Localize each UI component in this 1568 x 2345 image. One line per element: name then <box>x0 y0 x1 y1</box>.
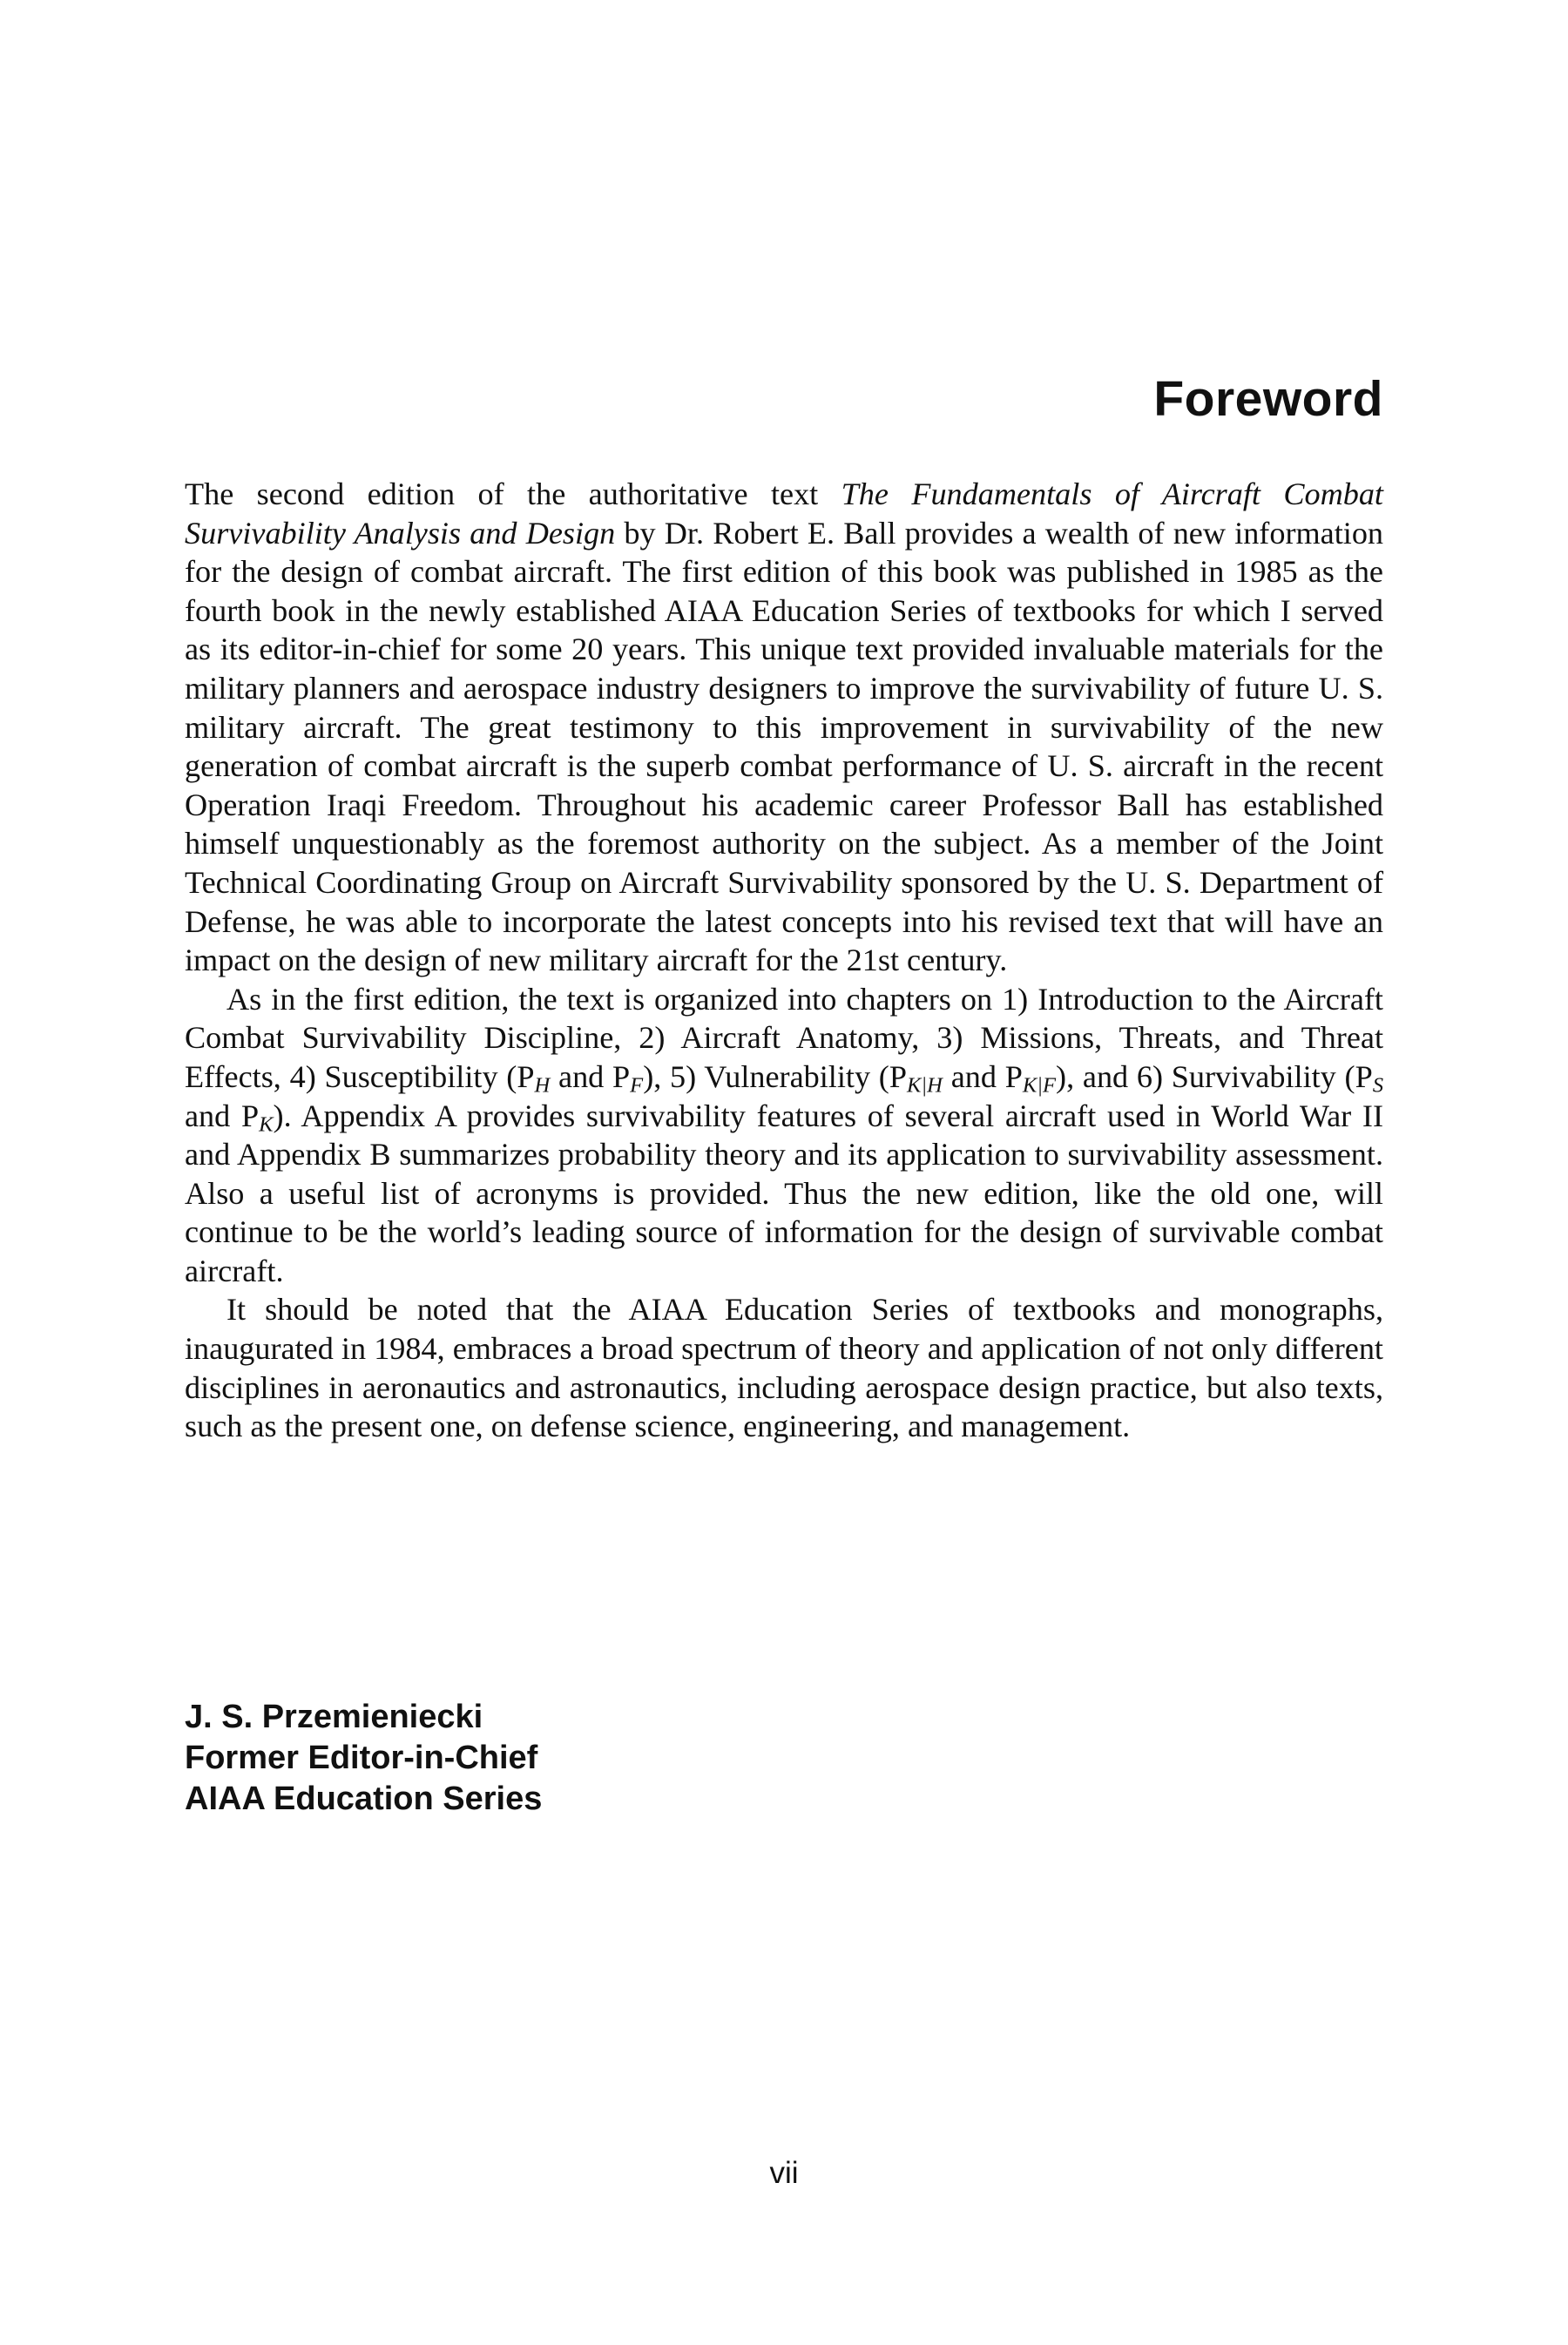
foreword-body <box>185 475 1383 1446</box>
subscript-k-given-h: K|H <box>906 1073 943 1098</box>
paragraph-2-text: ), 5) Vulnerability (P <box>643 1058 907 1094</box>
paragraph-3: It should be noted that the AIAA Education Series of textbooks and monographs, inaugurated in 1984, embraces a broad spectrum of theory and application of not only different disciplines in aeronautics and astronautics, including aerospace design practice, but also texts, such as the present one, on defense science, engineering, and management. <box>185 1292 1383 1444</box>
signature-name: J. S. Przemieniecki <box>185 1699 483 1735</box>
paragraph-2-text: ), and 6) Survivability (P <box>1056 1058 1373 1094</box>
subscript-k: K <box>259 1112 274 1136</box>
subscript-h: H <box>534 1073 551 1098</box>
signature-block <box>185 1697 542 1820</box>
paragraph-1-intro: The second edition of the authoritative text <box>185 476 841 511</box>
subscript-k-given-f: K|F <box>1022 1073 1057 1098</box>
paragraph-1 <box>185 475 1383 980</box>
signature-organization: AIAA Education Series <box>185 1781 543 1817</box>
page-title: Foreword <box>1153 371 1383 427</box>
paragraph-2-text: and P <box>185 1098 260 1133</box>
paragraph-2-text: and P <box>942 1058 1023 1094</box>
paragraph-2-text: and P <box>550 1058 631 1094</box>
page-number: vii <box>769 2156 799 2190</box>
book-title: The Fundamentals of Aircraft Combat Survivability Analysis and Design <box>185 476 1383 551</box>
subscript-f: F <box>630 1073 644 1098</box>
paragraph-1-rest: by Dr. Robert E. Ball provides a wealth of new information for the design of combat aircraft. The first edition of this book was published in 1985 as the fourth book in the newly established AIAA Education Series of textbooks for which I served as its editor-in-chief for some 20 years. This unique text provided invaluable materials for the military planners and aerospace industry designers to improve the survivability of future U. S. military aircraft. The great testimony to this improvement in survivability of the new generation of combat aircraft is the superb combat performance of U. S. aircraft in the recent Operation Iraqi Freedom. Throughout his academic career Professor Ball has established himself unquestionably as the foremost authority on the subject. As a member of the Joint Technical Coordinating Group on Aircraft Survivability sponsored by the U. S. Department of Defense, he was able to incorporate the latest concepts into his revised text that will have an impact on the design of new military aircraft for the 21st century. <box>185 515 1384 978</box>
subscript-s: S <box>1372 1073 1384 1098</box>
paragraph-2-text: As in the first edition, the text is organized into chapters on 1) Introduction to the Aircraft Combat Survivability Discipline, 2) Aircraft Anatomy, 3) Missions, Threats, and Threat Effects, 4) Susceptibility (P <box>185 981 1383 1094</box>
paragraph-2 <box>185 980 1383 1291</box>
signature-position: Former Editor-in-Chief <box>185 1740 538 1776</box>
paragraph-2-text: ). Appendix A provides survivability features of several aircraft used in World War II and Appendix B summarizes probability theory and its application to survivability assessment. Also a useful list of acronyms is provided. Thus the new edition, like the old one, will continue to be the world’s leading source of information for the design of survivable combat aircraft. <box>185 1098 1384 1288</box>
